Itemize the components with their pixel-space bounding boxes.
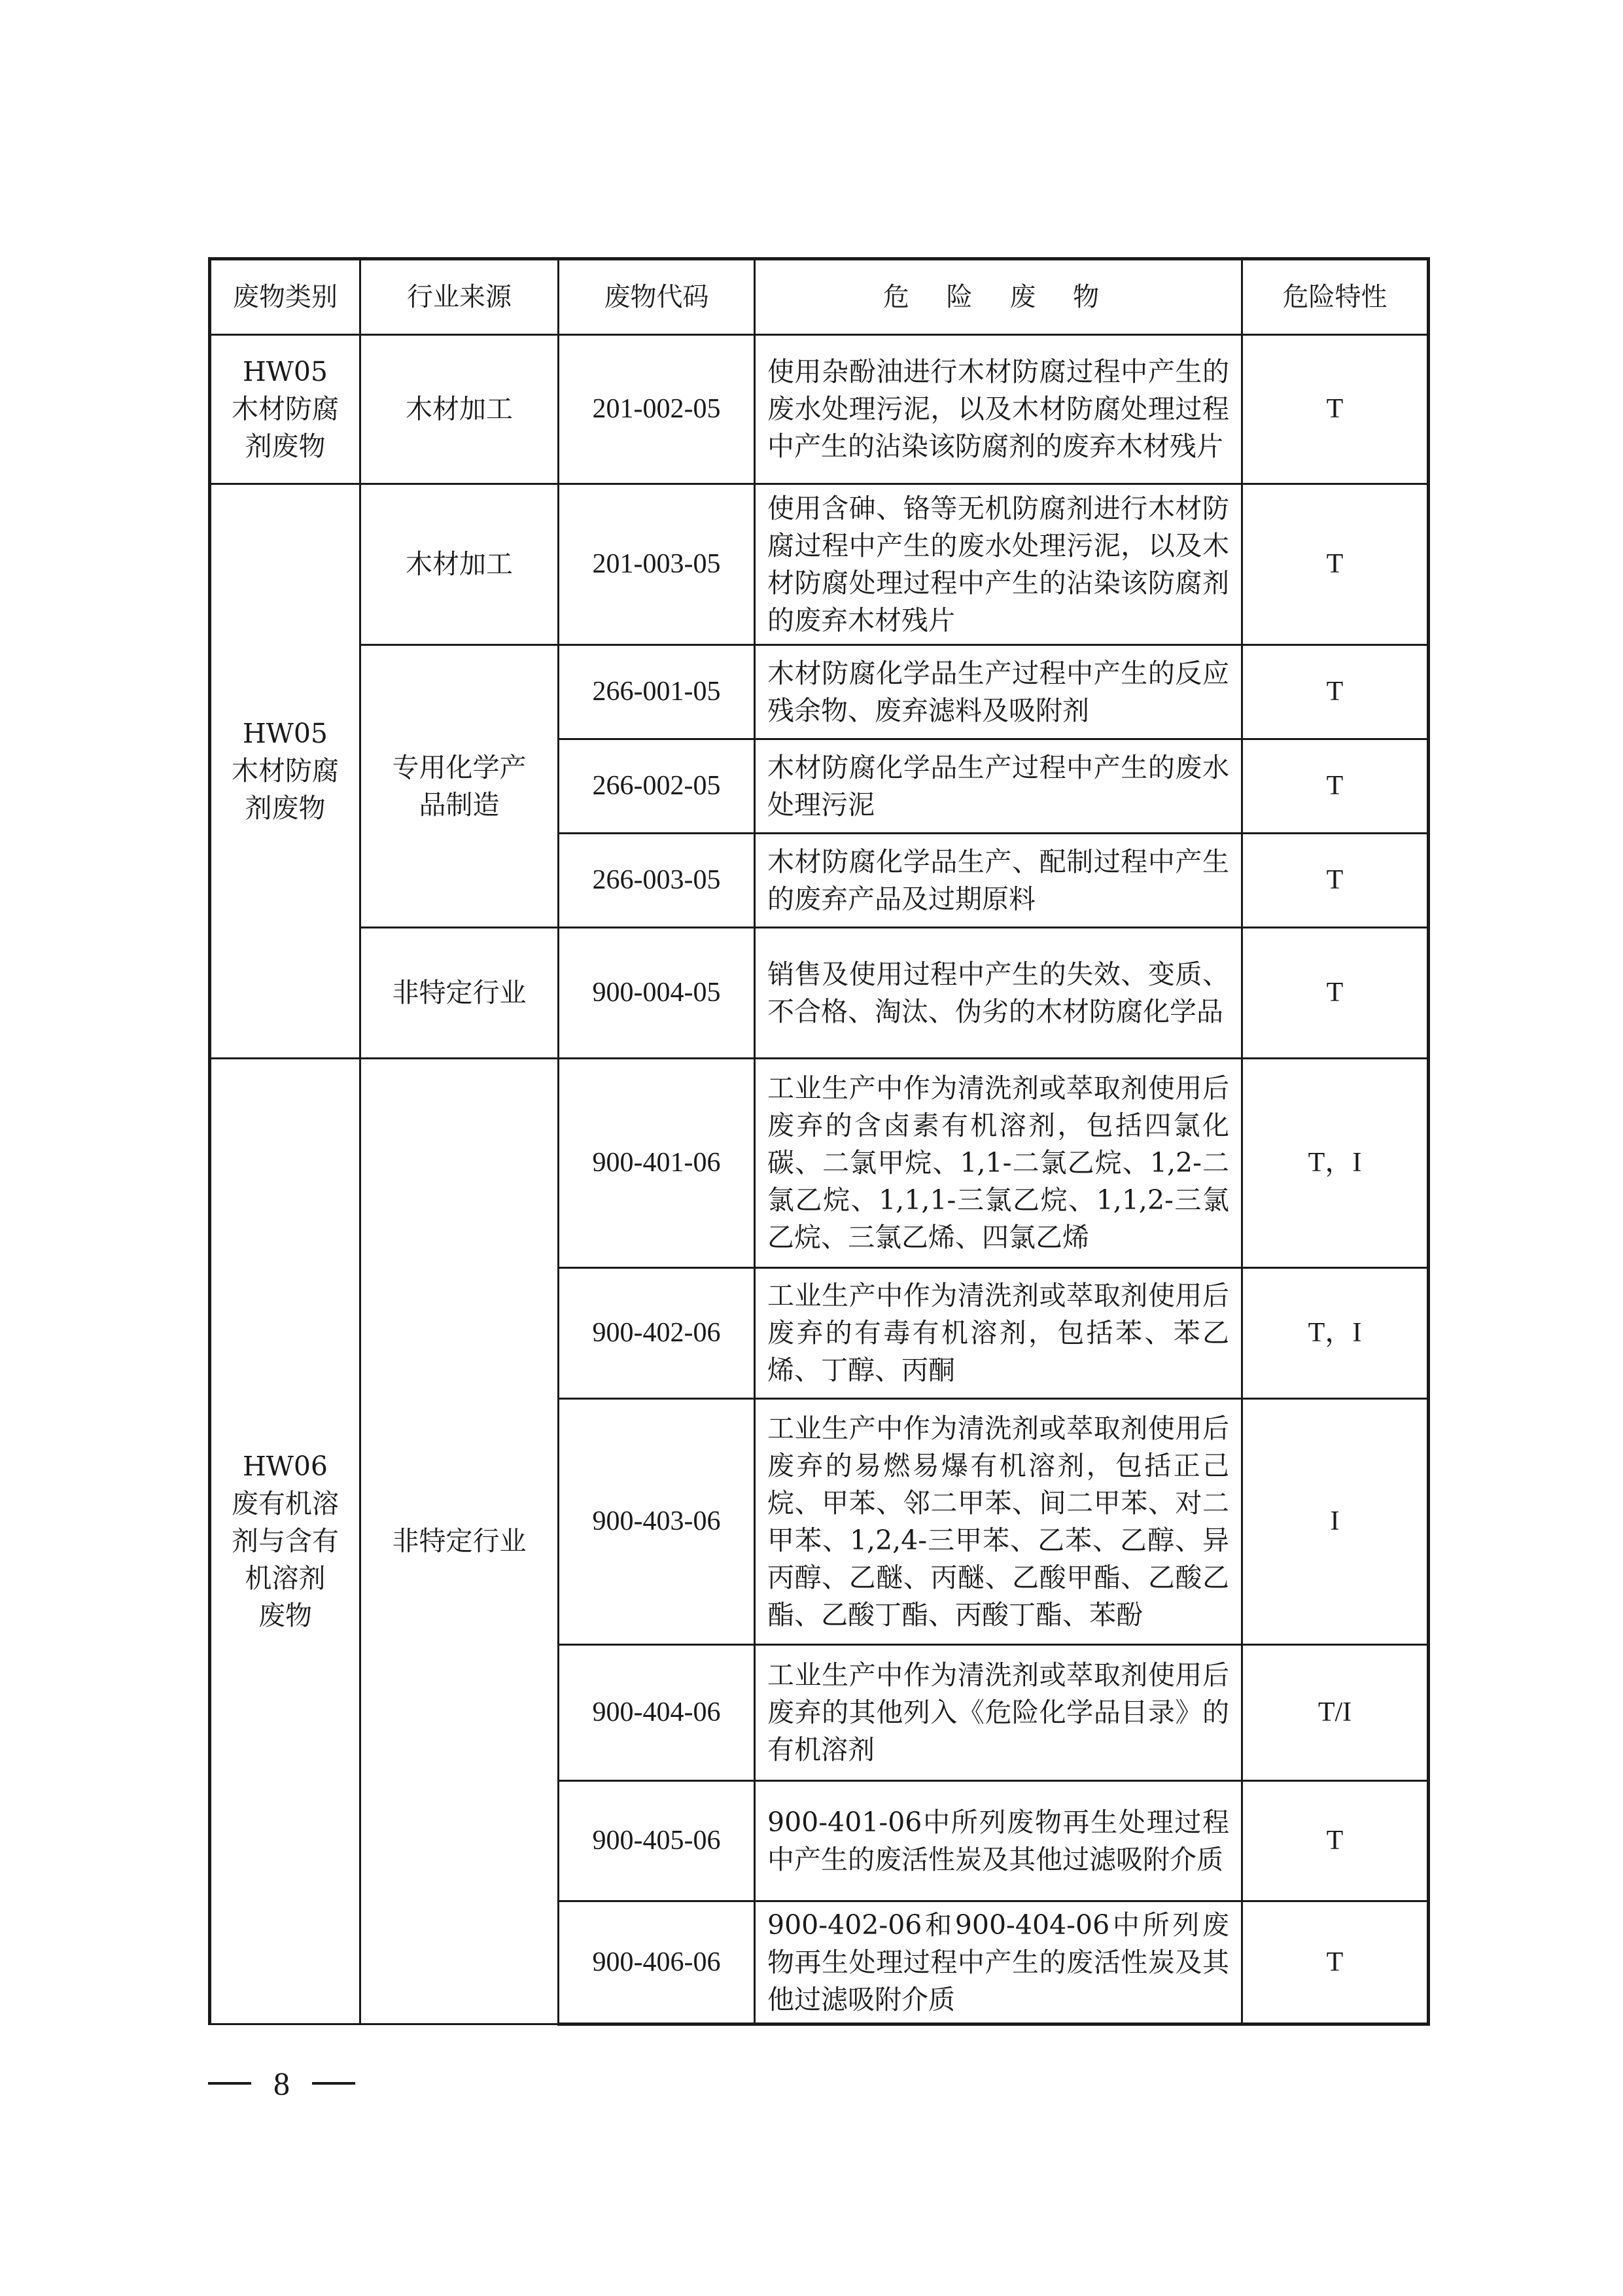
code-cell: 900-406-06 [559,1901,755,2024]
waste-cell: 木材防腐化学品生产过程中产生的废水处理污泥 [755,739,1242,834]
page-number [208,2064,355,2102]
waste-cell: 工业生产中作为清洗剂或萃取剂使用后废弃的含卤素有机溶剂，包括四氯化碳、二氯甲烷、1,1-二氯乙烷、1,2-二氯乙烷、1,1,1-三氯乙烷、1,1,2-三氯乙烷、三氯乙烯、四氯乙烯 [755,1059,1242,1268]
waste-cell: 工业生产中作为清洗剂或萃取剂使用后废弃的其他列入《危险化学品目录》的有机溶剂 [755,1645,1242,1781]
code-cell: 900-403-06 [559,1399,755,1645]
source-cell: 木材加工 [360,484,559,645]
waste-cell: 工业生产中作为清洗剂或萃取剂使用后废弃的有毒有机溶剂，包括苯、苯乙烯、丁醇、丙酮 [755,1268,1242,1399]
category-cell: HW05 木材防腐 剂废物 [210,335,360,484]
hazardous-waste-table [208,257,1430,2026]
source-cell: 非特定行业 [360,928,559,1059]
table-row [210,335,1429,484]
table-row [210,1059,1429,1268]
code-cell: 266-001-05 [559,645,755,739]
hazard-cell: T [1242,484,1429,645]
waste-cell: 900-402-06和900-404-06中所列废物再生处理过程中产生的废活性炭及其他过滤吸附介质 [755,1901,1242,2024]
header-hazardous-waste [755,259,1242,335]
hazard-cell: T [1242,834,1429,928]
code-cell: 266-003-05 [559,834,755,928]
code-cell: 201-002-05 [559,335,755,484]
hazard-cell: T，I [1242,1268,1429,1399]
category-cell: HW06 废有机溶 剂与含有 机溶剂 废物 [210,1059,360,2024]
hazard-cell: T [1242,928,1429,1059]
category-cell: HW05 木材防腐 剂废物 [210,484,360,1059]
waste-cell: 900-401-06中所列废物再生处理过程中产生的废活性炭及其他过滤吸附介质 [755,1781,1242,1901]
code-cell: 900-405-06 [559,1781,755,1901]
header-hazard-property: 危险特性 [1242,259,1429,335]
waste-cell: 使用含砷、铬等无机防腐剂进行木材防腐过程中产生的废水处理污泥，以及木材防腐处理过程中产生的沾染该防腐剂的废弃木材残片 [755,484,1242,645]
header-waste-category: 废物类别 [210,259,360,335]
header-waste-code: 废物代码 [559,259,755,335]
table-header-row [210,259,1429,335]
code-cell: 900-004-05 [559,928,755,1059]
header-hazardous-waste-label: 危 险 废 物 [882,281,1114,312]
hazard-cell: T [1242,1781,1429,1901]
waste-cell: 工业生产中作为清洗剂或萃取剂使用后废弃的易燃易爆有机溶剂，包括正己烷、甲苯、邻二甲苯、间二甲苯、对二甲苯、1,2,4-三甲苯、乙苯、乙醇、异丙醇、乙醚、丙醚、乙酸甲酯、乙酸乙酯、乙酸丁酯、丙酸丁酯、苯酚 [755,1399,1242,1645]
hazard-cell: T，I [1242,1059,1429,1268]
table-row [210,484,1429,645]
hazard-cell: T [1242,739,1429,834]
header-industry-source: 行业来源 [360,259,559,335]
hazard-cell: T [1242,645,1429,739]
page-number-value: 8 [273,2065,290,2102]
code-cell: 201-003-05 [559,484,755,645]
table-row [210,928,1429,1059]
hazard-cell: I [1242,1399,1429,1645]
table-row [210,645,1429,739]
waste-cell: 销售及使用过程中产生的失效、变质、不合格、淘汰、伪劣的木材防腐化学品 [755,928,1242,1059]
waste-cell: 使用杂酚油进行木材防腐过程中产生的废水处理污泥，以及木材防腐处理过程中产生的沾染该防腐剂的废弃木材残片 [755,335,1242,484]
source-cell: 木材加工 [360,335,559,484]
hazard-cell: T/I [1242,1645,1429,1781]
hazard-cell: T [1242,1901,1429,2024]
source-cell: 专用化学产 品制造 [360,645,559,928]
right-dash [312,2082,355,2085]
source-cell: 非特定行业 [360,1059,559,2024]
code-cell: 900-401-06 [559,1059,755,1268]
code-cell: 900-404-06 [559,1645,755,1781]
code-cell: 900-402-06 [559,1268,755,1399]
code-cell: 266-002-05 [559,739,755,834]
left-dash [208,2082,251,2085]
waste-cell: 木材防腐化学品生产过程中产生的反应残余物、废弃滤料及吸附剂 [755,645,1242,739]
waste-cell: 木材防腐化学品生产、配制过程中产生的废弃产品及过期原料 [755,834,1242,928]
hazard-cell: T [1242,335,1429,484]
